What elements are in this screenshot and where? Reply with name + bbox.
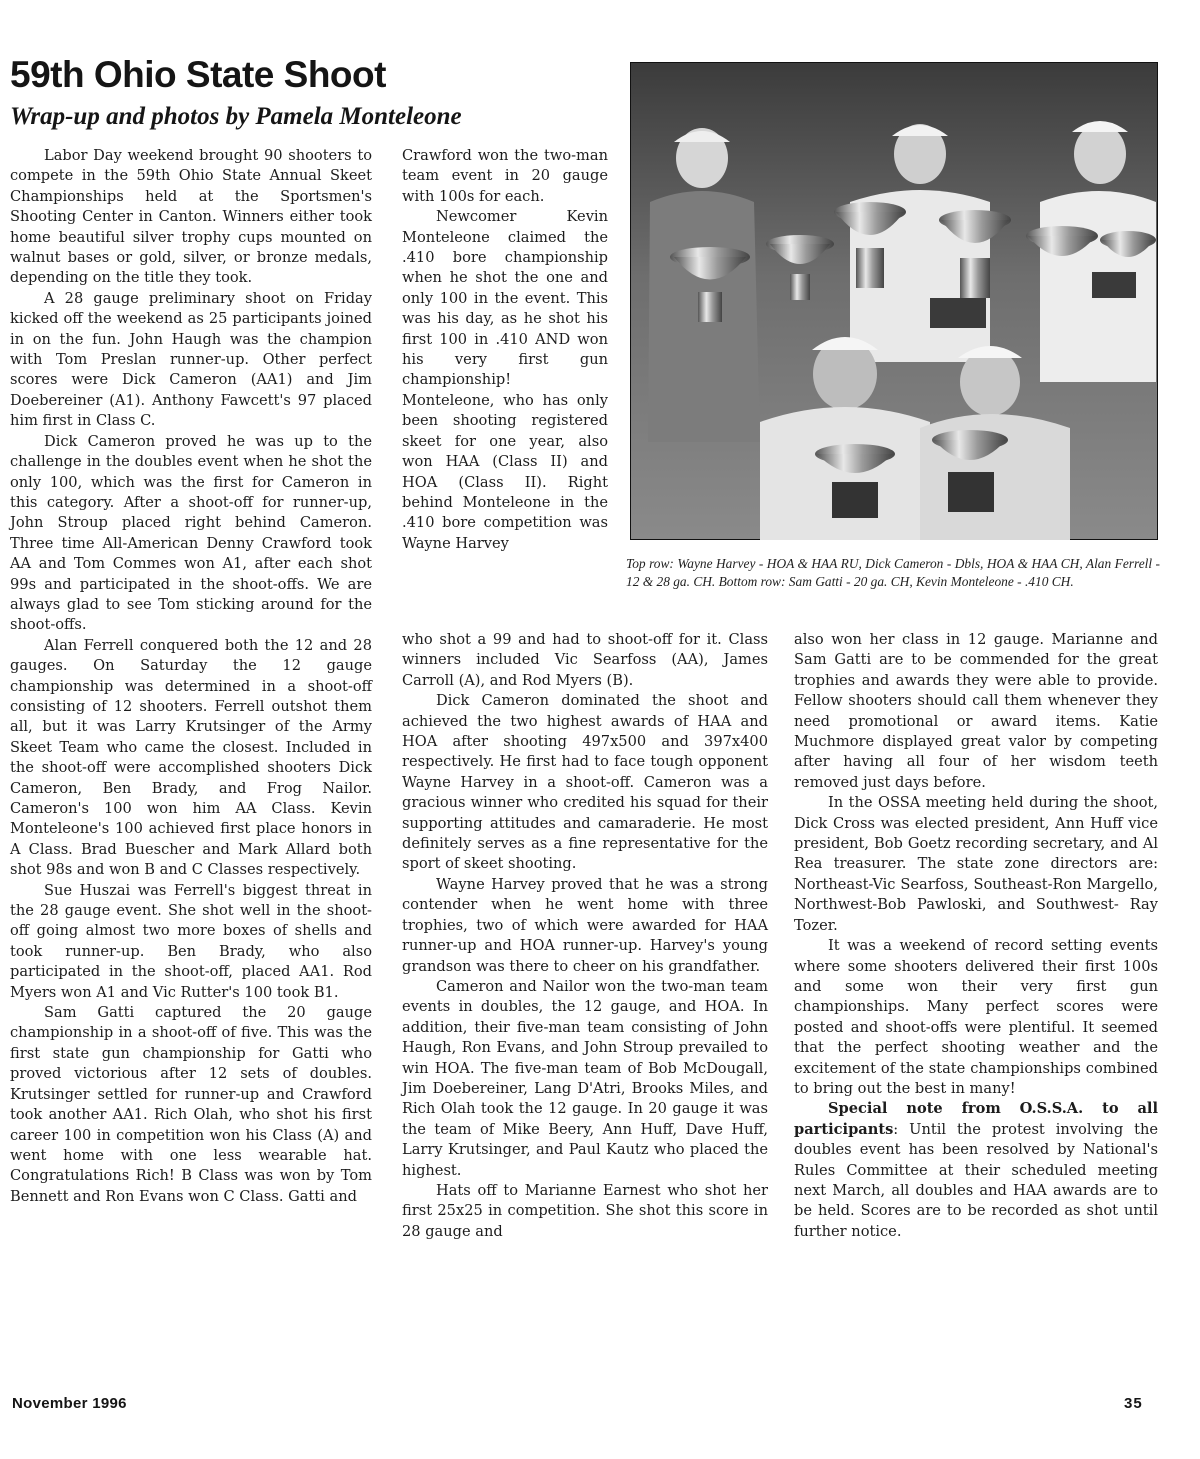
trophy-winners-photo [630, 62, 1158, 540]
paragraph: Wayne Harvey proved that he was a strong contender when he went home with three trophies, two of which were awarded for HAA runner-up and HOA runner-up. Harvey's young grandson was there to cheer on his grandfather. [402, 875, 768, 975]
paragraph: Dick Cameron proved he was up to the challenge in the doubles event when he shot the only 100, which was the first for Cameron in this category. After a shoot-off for runner-up, John Stroup placed right behind Cameron. Three time All-American Denny Crawford took AA and Tom Commes won A1, after each shot 99s and participated in the shoot-offs. We are always glad to see Tom sticking around for the shoot-offs. [10, 432, 372, 634]
paragraph: Crawford won the two-man team event in 20 gauge with 100s for each. [402, 147, 608, 205]
paragraph: also won her class in 12 gauge. Marianne and Sam Gatti are to be commended for the great trophies and awards they were able to provide. Fellow shooters should call them whenever they need promotional or award items. Katie Muchmore displayed great valor by competing after having all four of her wisdom teeth removed just days before. [794, 631, 1158, 791]
issue-date: November 1996 [12, 1395, 127, 1412]
article-byline: Wrap-up and photos by Pamela Monteleone [10, 103, 462, 130]
paragraph: Alan Ferrell conquered both the 12 and 28 gauges. On Saturday the 12 gauge championship was determined in a shoot-off consisting of 12 shooters. Ferrell outshot them all, but it was Larry Krutsinger of the Army Skeet Team who came the closest. Included in the shoot-off were accomplished shooters Dick Cameron, Ben Brady, and Frog Nailor. Cameron's 100 won him AA Class. Kevin Monteleone's 100 achieved first place honors in A Class. Brad Buescher and Mark Allard both shot 98s and won B and C Classes respectively. [10, 636, 372, 879]
paragraph: In the OSSA meeting held during the shoot, Dick Cross was elected president, Ann Huff vice president, Bob Goetz recording secretary, and Al Rea treasurer. The state zone directors are: Northeast-Vic Searfoss, Southeast-Ron Margello, Northwest-Bob Pawloski, and Southwest- Ray Tozer. [794, 794, 1158, 934]
paragraph: Newcomer Kevin Monteleone claimed the .410 bore championship when he shot the one and only 100 in the event. This was his day, as he shot his first 100 in .410 AND won his very first gun championship! Monteleone, who has only been shooting registered skeet for one year, also won HAA (Class II) and HOA (Class II). Right behind Monteleone in the .410 bore competition was Wayne Harvey [402, 208, 608, 552]
article-column-3 [794, 630, 1158, 1242]
paragraph: who shot a 99 and had to shoot-off for it. Class winners included Vic Searfoss (AA), James Carroll (A), and Rod Myers (B). [402, 631, 768, 689]
page-number: 35 [1124, 1395, 1143, 1412]
paragraph: Cameron and Nailor won the two-man team events in doubles, the 12 gauge, and HOA. In addition, their five-man team consisting of John Haugh, Ron Evans, and John Stroup prevailed to win HOA. The five-man team of Bob McDougall, Jim Doebereiner, Lang D'Atri, Brooks Miles, and Rich Olah took the 12 gauge. In 20 gauge it was the team of Mike Beery, Ann Huff, Dave Huff, Larry Krutsinger, and Paul Kautz who placed the highest. [402, 977, 768, 1179]
special-note-heading: Special note from O.S.S.A. to all participants [794, 1100, 1158, 1138]
article-column-2-bottom [402, 630, 768, 1242]
paragraph: Sam Gatti captured the 20 gauge championship in a shoot-off of five. This was the first state gun championship for Gatti who proved victorious after 12 sets of doubles. Krutsinger settled for runner-up and Crawford took another AA1. Rich Olah, who shot his first career 100 in competition won his Class (A) and went home with one less wearable hat. Congratulations Rich! B Class was won by Tom Bennett and Ron Evans won C Class. Gatti and [10, 1004, 372, 1205]
paragraph: It was a weekend of record setting events where some shooters delivered their first 100s and some won their very first gun championships. Many perfect scores were posted and shoot-offs were plentiful. It seemed that the perfect shooting weather and the excitement of the state championships combined to bring out the best in many! [794, 937, 1158, 1097]
special-note [794, 1099, 1158, 1242]
photo-caption: Top row: Wayne Harvey - HOA & HAA RU, Dick Cameron - Dbls, HOA & HAA CH, Alan Ferrell - 12 & 28 ga. CH. Bottom row: Sam Gatti - 20 ga. CH, Kevin Monteleone - .410 CH. [626, 556, 1160, 589]
paragraph: Hats off to Marianne Earnest who shot her first 25x25 in competition. She shot this score in 28 gauge and [402, 1181, 768, 1240]
special-note-body: : Until the protest involving the doubles event has been resolved by National's Rules Committee at their scheduled meeting next March, all doubles and HAA awards are to be held. Scores are to be recorded as shot until further notice. [794, 1120, 1158, 1240]
paragraph: Labor Day weekend brought 90 shooters to compete in the 59th Ohio State Annual Skeet Championships held at the Sportsmen's Shooting Center in Canton. Winners either took home beautiful silver trophy cups mounted on walnut bases or gold, silver, or bronze medals, depending on the title they took. [10, 147, 372, 287]
paragraph: A 28 gauge preliminary shoot on Friday kicked off the weekend as 25 participants joined in on the fun. John Haugh was the champion with Tom Preslan runner-up. Other perfect scores were Dick Cameron (AA1) and Jim Doebereiner (A1). Anthony Fawcett's 97 placed him first in Class C. [10, 289, 372, 430]
article-title: 59th Ohio State Shoot [10, 54, 386, 95]
article-column-2-top [402, 146, 608, 554]
paragraph: Sue Huszai was Ferrell's biggest threat in the 28 gauge event. She shot well in the shoot-off going almost two more boxes of shells and took runner-up. Ben Brady, who also participated in the shoot-off, placed AA1. Rod Myers won A1 and Vic Rutter's 100 took B1. [10, 881, 372, 1001]
article-column-1 [10, 146, 372, 1207]
paragraph: Dick Cameron dominated the shoot and achieved the two highest awards of HAA and HOA after shooting 497x500 and 397x400 respectively. He first had to face tough opponent Wayne Harvey in a shoot-off. Cameron was a gracious winner who credited his squad for their supporting attitudes and camaraderie. He most definitely serves as a fine representative for the sport of skeet shooting. [402, 692, 768, 873]
